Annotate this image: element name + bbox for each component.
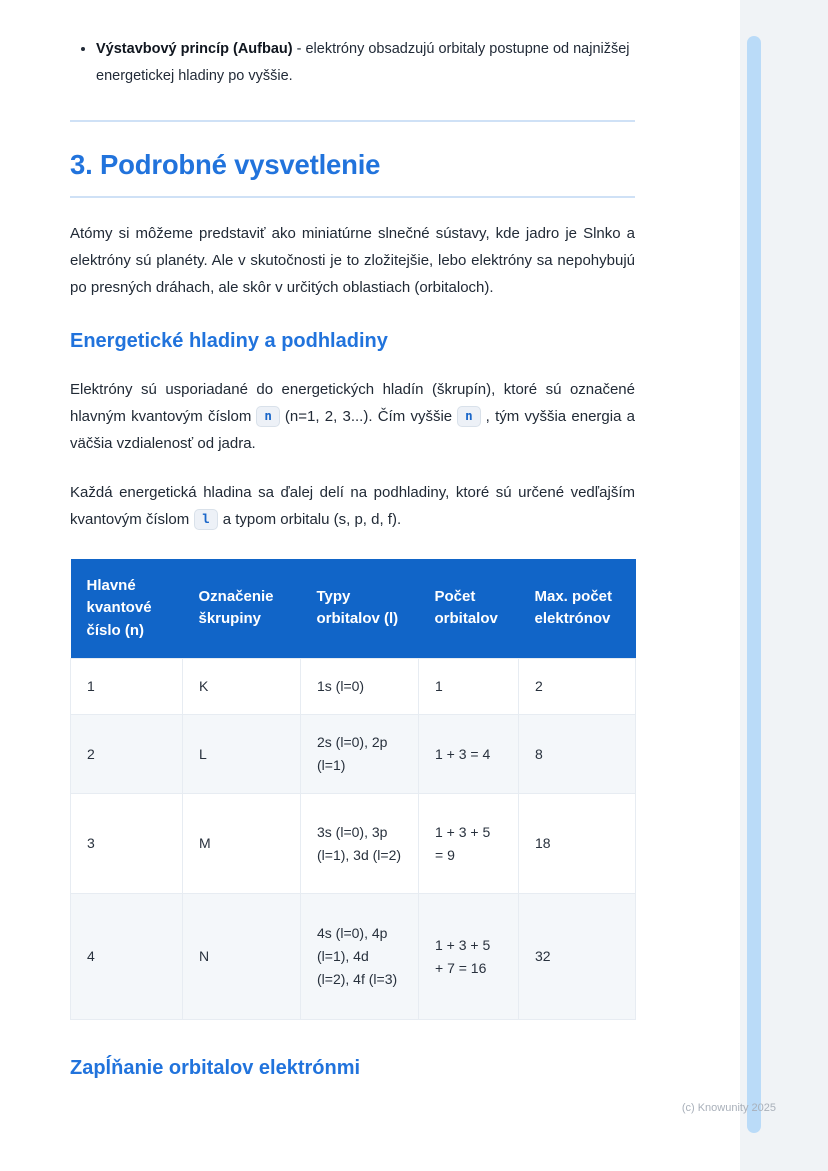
document-content bbox=[70, 0, 635, 1081]
table-header-cell: Max. počet elektrónov bbox=[519, 559, 636, 659]
bullet-bold-term: Výstavbový princíp (Aufbau) bbox=[96, 41, 293, 57]
table-header-cell: Označenie škrupiny bbox=[183, 559, 301, 659]
paragraph-text: a typom orbitalu (s, p, d, f). bbox=[222, 510, 402, 528]
table-cell: 2 bbox=[519, 659, 636, 715]
table-cell: 18 bbox=[519, 794, 636, 894]
bullet-list bbox=[70, 36, 635, 90]
table-cell: N bbox=[183, 894, 301, 1020]
table-cell: M bbox=[183, 794, 301, 894]
subsection-heading-energy-levels: Energetické hladiny a podhladiny bbox=[70, 329, 388, 352]
table-cell: 2 bbox=[71, 715, 183, 794]
inline-code-l: l bbox=[194, 509, 218, 530]
paragraph-quantum-number-n bbox=[70, 376, 635, 457]
section-heading: 3. Podrobné vysvetlenie bbox=[70, 148, 635, 198]
shell-table bbox=[70, 559, 636, 1021]
table-cell: 2s (l=0), 2p (l=1) bbox=[301, 715, 419, 794]
table-header-cell: Počet orbitalov bbox=[419, 559, 519, 659]
table-cell: 3 bbox=[71, 794, 183, 894]
table-row bbox=[71, 659, 636, 715]
paragraph-text: (n=1, 2, 3...). Čím vyššie bbox=[284, 407, 453, 425]
table-cell: 1 bbox=[419, 659, 519, 715]
table-cell: 3s (l=0), 3p (l=1), 3d (l=2) bbox=[301, 794, 419, 894]
section-divider bbox=[70, 120, 635, 122]
table-header-cell: Typy orbitalov (l) bbox=[301, 559, 419, 659]
table-row bbox=[71, 715, 636, 794]
paragraph-quantum-number-l bbox=[70, 479, 635, 533]
subsection-heading-orbital-filling: Zapĺňanie orbitalov elektrónmi bbox=[70, 1057, 361, 1080]
table-cell: 4s (l=0), 4p (l=1), 4d (l=2), 4f (l=3) bbox=[301, 894, 419, 1020]
paragraph-text: Elektróny sú usporiadané do energetických hladín (škrupín), ktoré sú označené hlavným kvantovým číslom bbox=[70, 380, 635, 425]
table-row bbox=[71, 794, 636, 894]
table-cell: 4 bbox=[71, 894, 183, 1020]
paragraph-text: , tým vyššia energia a väčšia vzdialenosť od jadra. bbox=[70, 407, 636, 452]
table-cell: K bbox=[183, 659, 301, 715]
table-cell: 1s (l=0) bbox=[301, 659, 419, 715]
bullet-item-aufbau bbox=[96, 36, 635, 90]
bullet-text: - elektróny obsadzujú orbitaly postupne od najnižšej energetickej hladiny po vyššie. bbox=[96, 41, 630, 84]
table-cell: 1 + 3 = 4 bbox=[419, 715, 519, 794]
inline-code-n: n bbox=[256, 406, 280, 427]
scrollbar-thumb[interactable] bbox=[747, 36, 761, 1133]
table-header-cell: Hlavné kvantové číslo (n) bbox=[71, 559, 183, 659]
table-cell: 1 bbox=[71, 659, 183, 715]
table-cell: L bbox=[183, 715, 301, 794]
paragraph-text: Každá energetická hladina sa ďalej delí na podhladiny, ktoré sú určené vedľajším kvantovým číslom bbox=[70, 483, 635, 528]
table-row bbox=[71, 894, 636, 1020]
table-cell: 8 bbox=[519, 715, 636, 794]
table-header-row bbox=[71, 559, 636, 659]
copyright-footer: (c) Knowunity 2025 bbox=[681, 1102, 776, 1114]
table-cell: 32 bbox=[519, 894, 636, 1020]
intro-paragraph: Atómy si môžeme predstaviť ako miniatúrne slnečné sústavy, kde jadro je Slnko a elektróny sú planéty. Ale v skutočnosti je to zložitejšie, lebo elektróny sa nepohybujú po presných dráhach, ale skôr v určitých oblastiach (orbitaloch). bbox=[70, 224, 635, 296]
table-cell: 1 + 3 + 5 = 9 bbox=[419, 794, 519, 894]
inline-code-n: n bbox=[457, 406, 481, 427]
table-cell: 1 + 3 + 5 + 7 = 16 bbox=[419, 894, 519, 1020]
